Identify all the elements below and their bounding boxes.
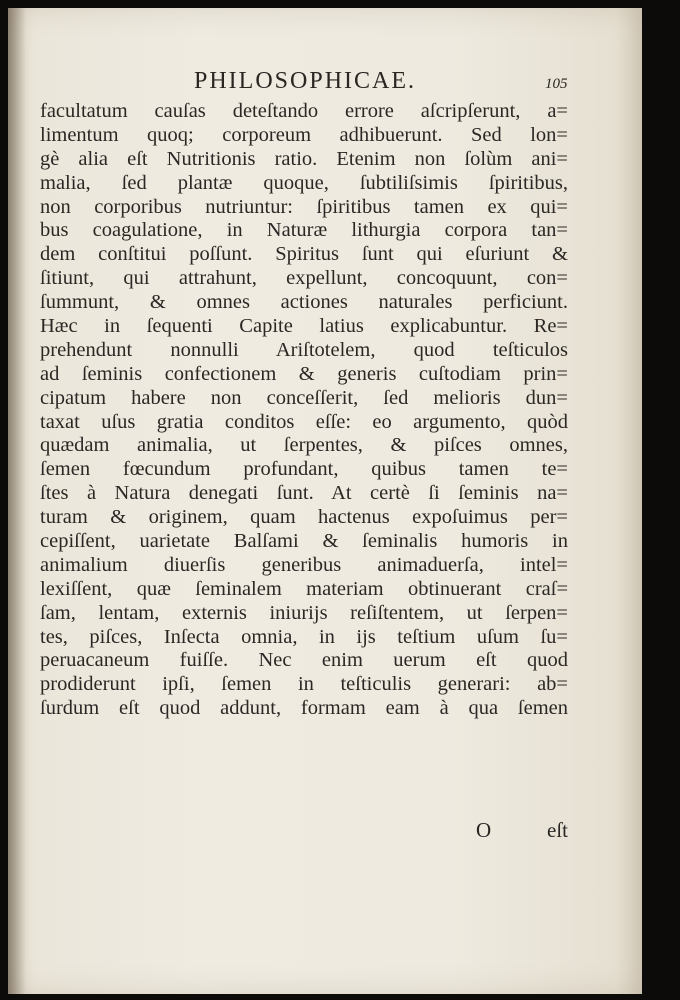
text-line: prehendunt nonnulli Ariſtotelem, quod teſticulos (40, 338, 568, 361)
text-line: limentum quoq; corporeum adhibuerunt. Sed lon= (40, 123, 568, 146)
text-line: prodiderunt ipſi, ſemen in teſticulis generari: ab= (40, 673, 568, 696)
text-line: lexiſſent, quæ ſeminalem materiam obtinuerant craſ= (40, 577, 568, 600)
page-number: 105 (545, 76, 568, 92)
text-line: ſummunt, & omnes actiones naturales perficiunt. (40, 291, 568, 314)
text-line: cipatum habere non conceſſerit, ſed melioris dun= (40, 386, 568, 409)
text-line: gè alia eſt Nutritionis ratio. Etenim non ſolùm ani= (40, 147, 568, 170)
body-text (40, 100, 568, 721)
text-line: ſam, lentam, externis iniurijs reſiſtentem, ut ſerpen= (40, 601, 568, 624)
text-line: dem conſtitui poſſunt. Spiritus ſunt qui eſuriunt & (40, 243, 568, 266)
text-line: ſemen fœcundum profundant, quibus tamen te= (40, 458, 568, 481)
text-line: facultatum cauſas deteſtando errore aſcripſerunt, a= (40, 100, 568, 122)
text-line: ſurdum eſt quod addunt, formam eam à qua ſemen (40, 697, 568, 720)
text-line: bus coagulatione, in Naturæ lithurgia corpora tan= (40, 219, 568, 242)
book-page (8, 8, 642, 994)
text-line: ſtes à Natura denegati ſunt. At certè ſi ſeminis na= (40, 482, 568, 505)
text-line: quædam animalia, ut ſerpentes, & piſces omnes, (40, 434, 568, 457)
gutter-shadow (8, 8, 26, 994)
text-line: tes, piſces, Inſecta omnia, in ijs teſtium uſum ſu= (40, 625, 568, 648)
text-line: malia, ſed plantæ quoque, ſubtiliſsimis ſpiritibus, (40, 171, 568, 194)
text-line: taxat uſus gratia conditos eſſe: eo argumento, quòd (40, 410, 568, 433)
text-line: ad ſeminis confectionem & generis cuſtodiam prin= (40, 362, 568, 385)
text-line: cepiſſent, uarietate Balſami & ſeminalis humoris in (40, 530, 568, 553)
running-head: PHILOSOPHICAE. (194, 68, 417, 94)
page-header (8, 66, 642, 100)
text-line: turam & originem, quam hactenus expoſuimus per= (40, 506, 568, 529)
text-line: Hæc in ſequenti Capite latius explicabuntur. Re= (40, 315, 568, 338)
signature-mark: O (476, 818, 492, 842)
text-line: ſitiunt, qui attrahunt, expellunt, concoquunt, con= (40, 267, 568, 290)
page-footer (40, 818, 568, 844)
text-line: animalium diuerſis generibus animaduerſa, intel= (40, 553, 568, 576)
catchword: eſt (547, 818, 568, 842)
text-line: peruacaneum fuiſſe. Nec enim uerum eſt quod (40, 649, 568, 672)
text-line: non corporibus nutriuntur: ſpiritibus tamen ex qui= (40, 195, 568, 218)
